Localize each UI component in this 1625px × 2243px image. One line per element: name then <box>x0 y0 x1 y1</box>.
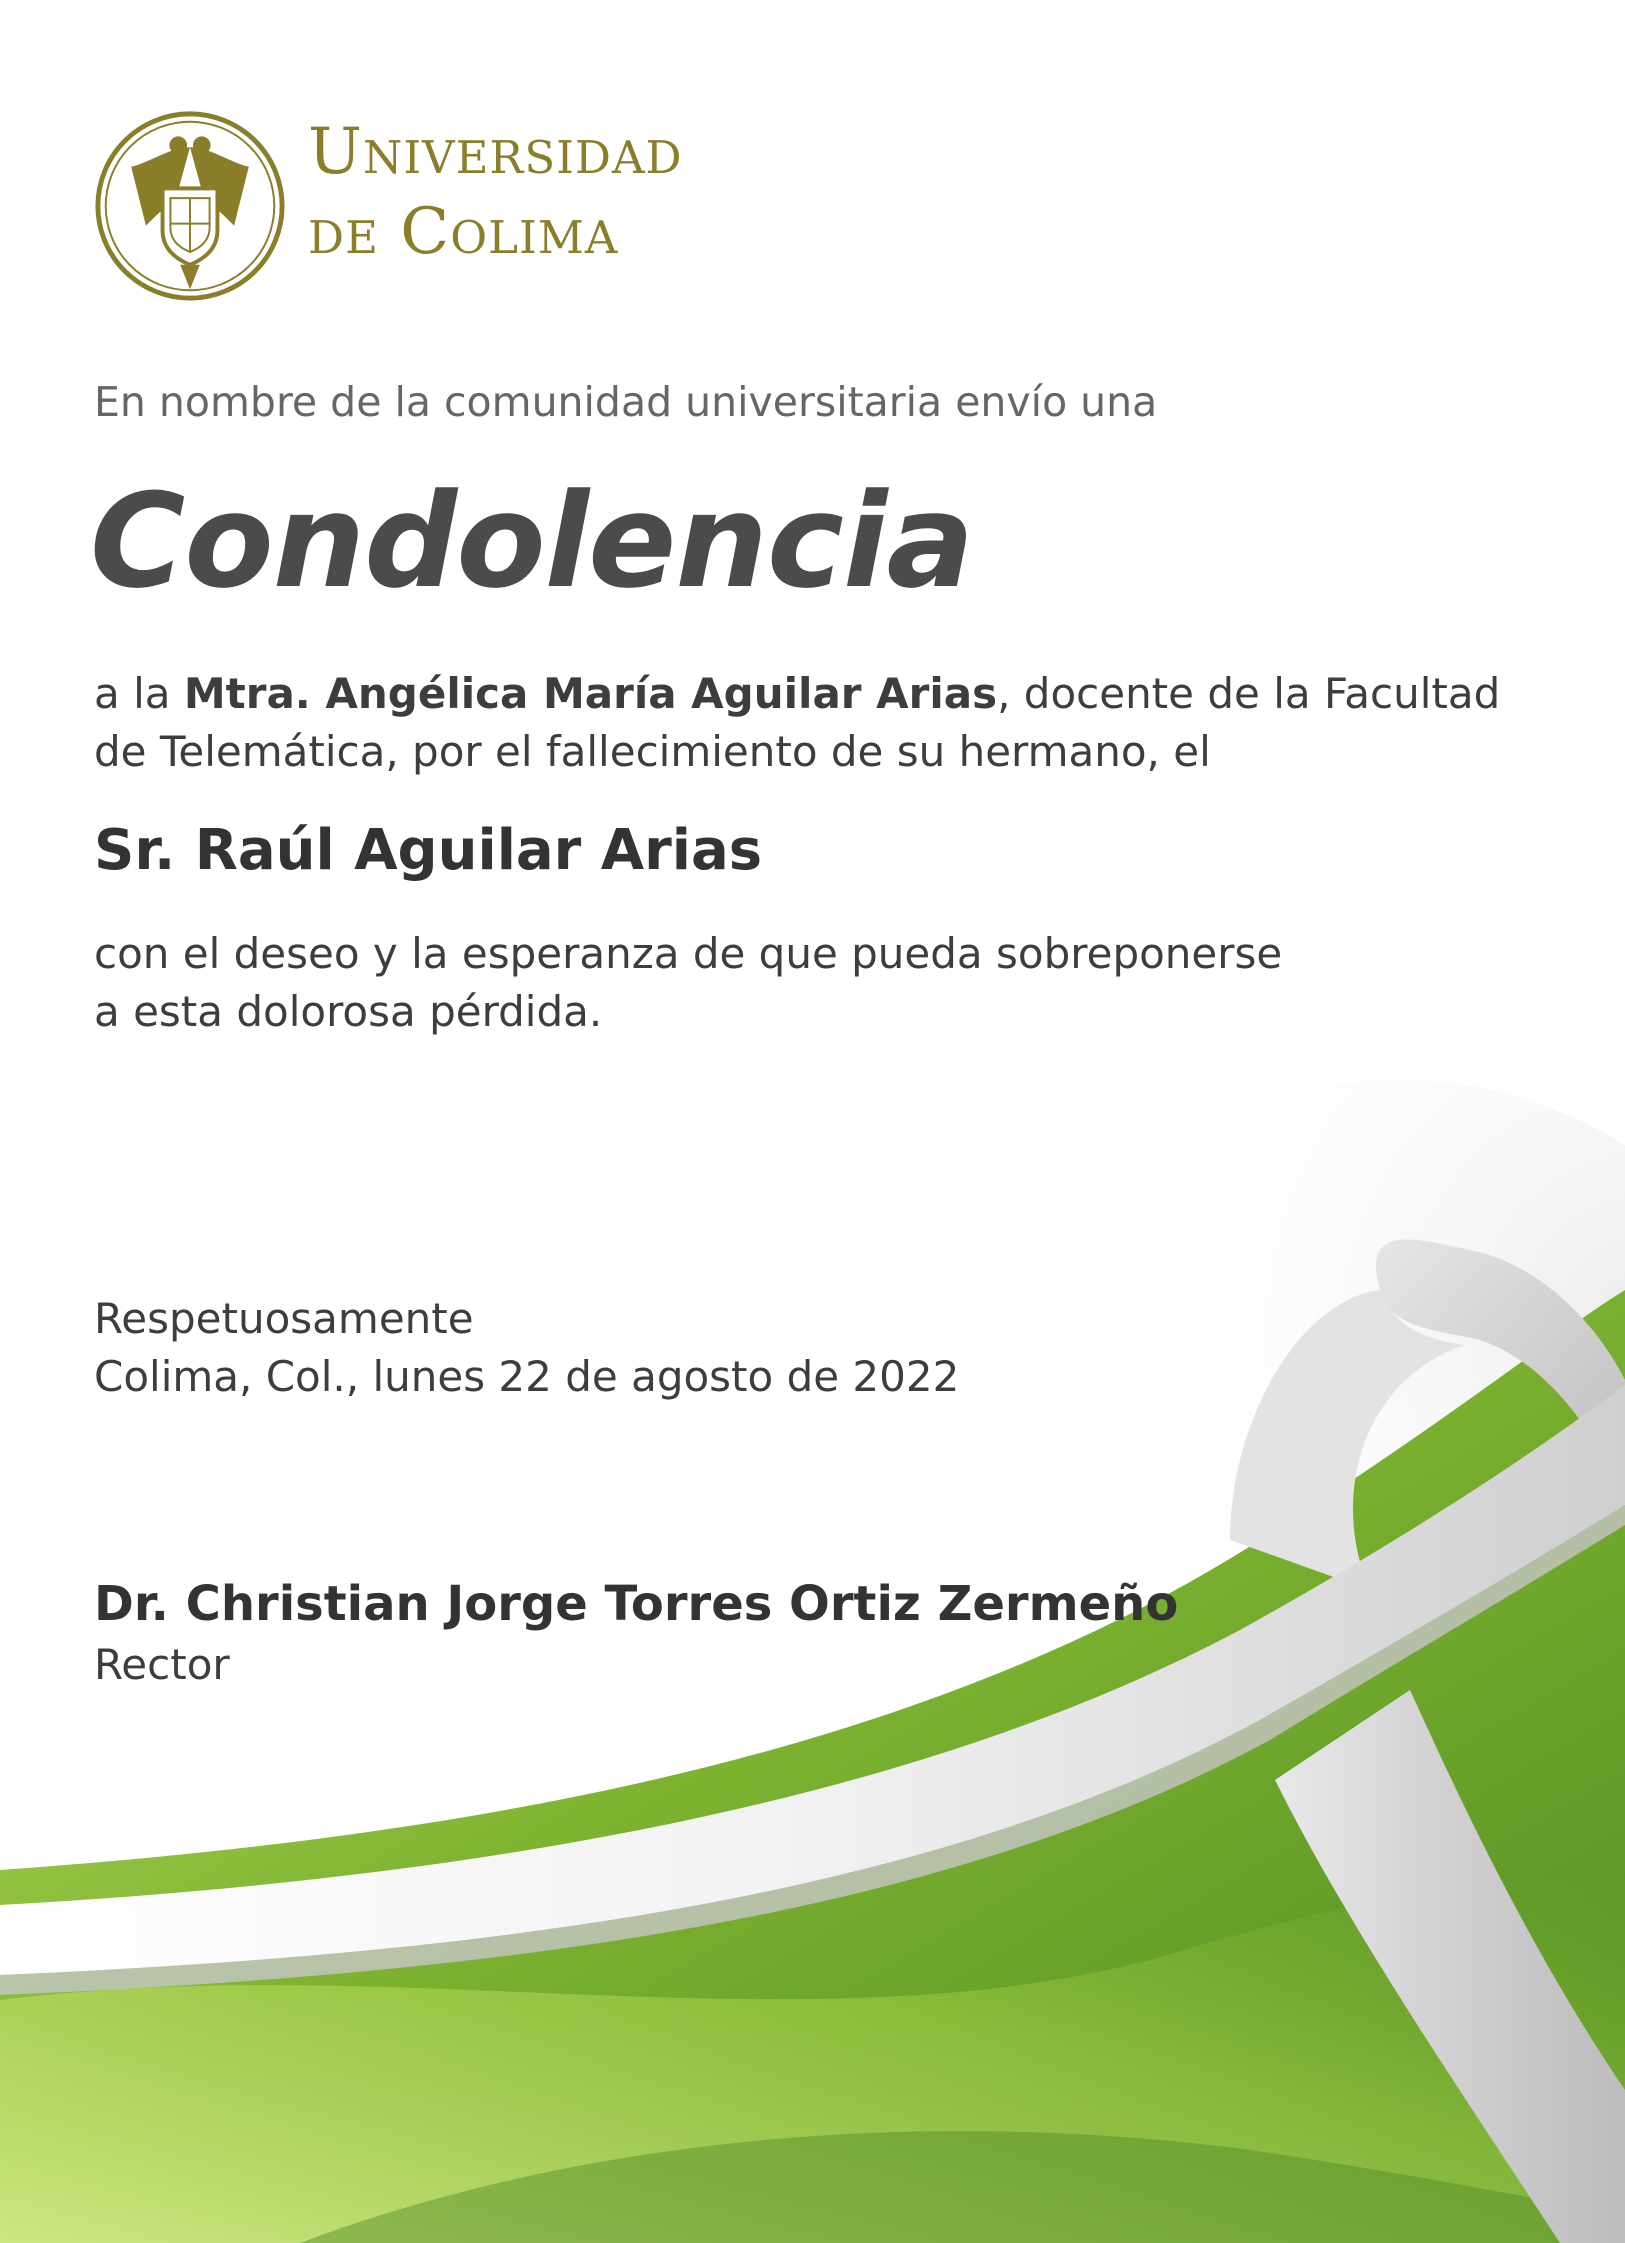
closing-block <box>94 1290 959 1406</box>
logo-line-1: Universidad <box>308 115 683 189</box>
closing-place-date: Colima, Col., lunes 22 de agosto de 2022 <box>94 1352 960 1401</box>
university-logo-text <box>308 112 683 272</box>
page-title: Condolencia <box>90 465 974 617</box>
recipient-suffix: , docente de la Facultad <box>997 669 1501 718</box>
recipient-prefix: a la <box>94 669 184 718</box>
wish-paragraph <box>94 925 1282 1041</box>
deceased-name: Sr. Raúl Aguilar Arias <box>94 818 763 883</box>
recipient-paragraph <box>94 665 1500 781</box>
recipient-name: Mtra. Angélica María Aguilar Arias <box>183 669 998 718</box>
closing-salutation: Respetuosamente <box>94 1294 474 1343</box>
wish-line-2: a esta dolorosa pérdida. <box>94 987 603 1036</box>
logo-line-2: de Colima <box>308 195 619 269</box>
recipient-line-2: de Telemática, por el fallecimiento de su hermano, el <box>94 727 1211 776</box>
wish-line-1: con el deseo y la esperanza de que pueda sobreponerse <box>94 929 1283 978</box>
signer-role: Rector <box>94 1640 230 1689</box>
signer-name: Dr. Christian Jorge Torres Ortiz Zermeño <box>94 1576 1179 1632</box>
intro-text: En nombre de la comunidad universitaria envío una <box>94 378 1158 426</box>
university-seal-icon <box>92 108 288 304</box>
